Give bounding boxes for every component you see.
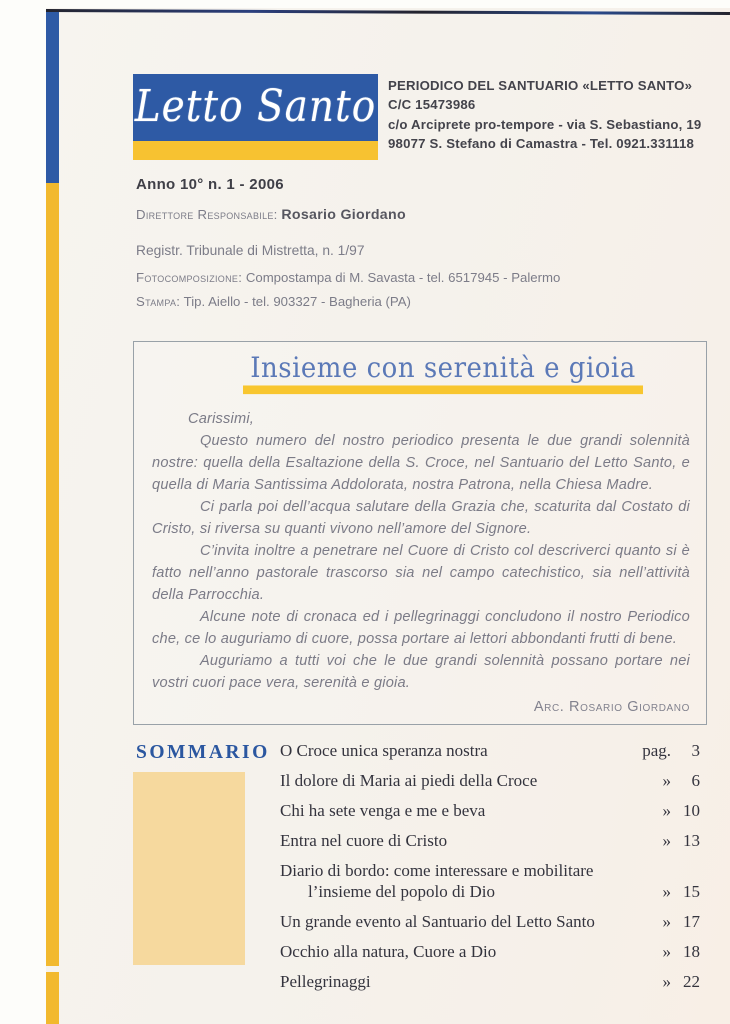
toc-entry-page (663, 941, 701, 962)
sommario-tan-block (133, 772, 245, 965)
toc-page-number: 10 (683, 801, 700, 820)
sommario-heading: SOMMARIO (136, 742, 270, 763)
toc-page-label: » (662, 912, 671, 931)
toc-entry-title: Il dolore di Maria ai piedi della Croce (280, 771, 538, 790)
stampa-value: Tip. Aiello - tel. 903327 - Bagheria (PA) (183, 294, 411, 309)
toc-entry-title: Un grande evento al Santuario del Letto Santo (280, 912, 595, 931)
masthead-line-city: 98077 S. Stefano di Camastra - Tel. 0921.331118 (388, 136, 695, 152)
toc-page-label: pag. (642, 741, 671, 760)
left-blue-stripe (46, 12, 59, 183)
direttore-name: Rosario Giordano (281, 207, 406, 223)
toc-page-label: » (662, 801, 671, 820)
toc-page-label: » (662, 882, 671, 901)
toc-page-label: » (662, 771, 671, 790)
letter-title-wrap (134, 342, 706, 391)
masthead-line-address: c/o Arciprete pro-tempore - via S. Sebastiano, 19 (388, 116, 702, 132)
letter-signature: Arc. Rosario Giordano (533, 699, 690, 715)
toc-page-label: » (662, 942, 671, 961)
letter-paragraph: Questo numero del nostro periodico presenta le due grandi solennità nostre: quella della Esaltazione della S. Croce, nel Santuario del Letto Santo, e quella di Maria Santissima Addolorata, nostra Patrona, nella Chiesa Madre. (152, 433, 690, 493)
letter-paragraph: Auguriamo a tutti voi che le due grandi solennità possano portare nei vostri cuori pace vera, serenità e gioia. (152, 653, 690, 691)
letter-salutation: Carissimi, (188, 411, 255, 427)
toc-page-number: 6 (691, 771, 700, 790)
toc-page-number: 17 (683, 912, 700, 931)
fotocomposizione-value: Compostampa di M. Savasta - tel. 6517945 - Palermo (245, 270, 561, 285)
direttore-label: Direttore Responsabile: (136, 207, 278, 222)
toc-page-number: 18 (683, 942, 700, 961)
toc-entry-title: Pellegrinaggi (280, 972, 371, 991)
toc-entry-title-line1: Diario di bordo: come interessare e mobilitare (280, 861, 594, 880)
toc-row (280, 770, 700, 791)
toc-entry-page (642, 740, 700, 761)
toc-page-number: 13 (683, 831, 700, 850)
toc-entry-title: O Croce unica speranza nostra (280, 741, 488, 760)
toc-row (280, 830, 700, 851)
stampa-label: Stampa: (136, 294, 181, 309)
letter-title: Insieme con serenità e gioia (250, 352, 636, 394)
toc-entry-page (663, 971, 701, 992)
masthead-block (388, 76, 726, 154)
letto-santo-logo (133, 74, 378, 160)
toc-row (280, 941, 700, 962)
toc-page-number: 15 (683, 882, 700, 901)
table-of-contents (280, 740, 700, 1001)
stampa-line (136, 294, 411, 309)
toc-entry-page (663, 911, 701, 932)
masthead-line-periodico: PERIODICO DEL SANTUARIO «LETTO SANTO» (388, 78, 693, 93)
toc-entry-title-line2: l’insieme del popolo di Dio (308, 882, 495, 901)
toc-entry-title: Occhio alla natura, Cuore a Dio (280, 942, 497, 961)
toc-page-label: » (662, 831, 671, 850)
registrazione-line: Registr. Tribunale di Mistretta, n. 1/97 (136, 243, 365, 258)
letter-paragraph: C’invita inoltre a penetrare nel Cuore di Cristo col descriverci quanto si è fatto nell’anno pastorale trascorso sia nel campo catechistico, sia nell’attività della Parrocchia. (152, 543, 690, 603)
logo-yellow-band (133, 141, 378, 160)
toc-entry-title: Chi ha sete venga e me e beva (280, 801, 486, 820)
toc-entry-page (663, 800, 701, 821)
editorial-letter-box (133, 341, 707, 725)
fotocomposizione-line (136, 270, 560, 285)
left-yellow-stripe-bottom (46, 972, 59, 1024)
toc-entry-title: Entra nel cuore di Cristo (280, 831, 448, 850)
toc-row (280, 740, 700, 761)
toc-row (280, 911, 700, 932)
letter-body (152, 408, 690, 694)
issue-number: Anno 10° n. 1 - 2006 (136, 176, 284, 193)
toc-entry-page (663, 770, 701, 791)
fotocomposizione-label: Fotocomposizione: (136, 270, 243, 285)
toc-entry-page (663, 881, 701, 902)
toc-row (280, 971, 700, 992)
masthead-line-cc: C/C 15473986 (388, 97, 476, 113)
toc-page-number: 22 (683, 972, 700, 991)
toc-page-number: 3 (691, 741, 700, 760)
direttore-line (136, 207, 406, 223)
left-yellow-stripe (46, 183, 59, 966)
toc-page-label: » (662, 972, 671, 991)
toc-entry-page (663, 830, 701, 851)
logo-text: Letto Santo (134, 82, 377, 133)
toc-row (280, 860, 700, 902)
toc-row (280, 800, 700, 821)
letter-paragraph: Alcune note di cronaca ed i pellegrinaggi concludono il nostro Periodico che, ce lo auguriamo di cuore, possa portare ai lettori abbondanti frutti di bene. (152, 609, 690, 647)
letter-paragraph: Ci parla poi dell’acqua salutare della Grazia che, scaturita dal Costato di Cristo, si riversa su quanti vivono nell’amore del Signore. (152, 499, 690, 537)
toc-entry-title (280, 860, 663, 902)
